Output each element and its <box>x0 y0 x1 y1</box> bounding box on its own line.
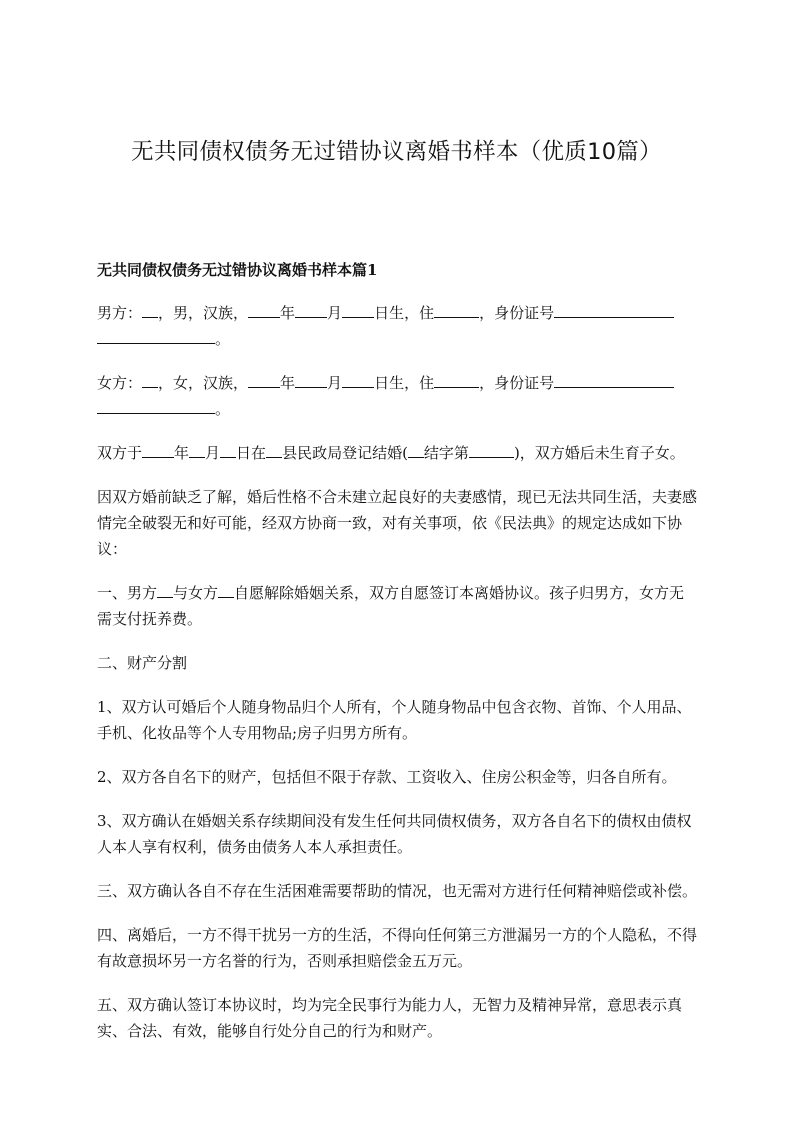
paragraph-clause-5: 五、双方确认签订本协议时，均为完全民事行为能力人，无智力及精神异常，意思表示真实、合法、有效，能够自行处分自己的行为和财产。 <box>97 996 683 1040</box>
text-span: 结字第 <box>423 444 469 462</box>
paragraph-reason: 因双方婚前缺乏了解，婚后性格不合未建立起良好的夫妻感情，现已无法共同生活，夫妻感情完全破裂无和好可能，经双方协商一致，对有关事项，依《民法典》的规定达成如下协议： <box>97 488 698 558</box>
blank-line <box>342 302 374 318</box>
blank-line <box>142 372 158 388</box>
text-span: ，女，汉族， <box>158 374 249 392</box>
blank-line <box>142 442 174 458</box>
document-body <box>97 300 699 1062</box>
paragraph-item-3: 3、双方确认在婚姻关系存续期间没有发生任何共同债权债务，双方各自名下的债权由债权人本人享有权利，债务由债务人本人承担责任。 <box>97 812 692 856</box>
blank-line <box>97 398 215 414</box>
paragraph-wife <box>97 370 699 422</box>
text-span: 男方： <box>97 304 143 322</box>
text-span: )，双方婚后未生育子女。 <box>513 444 685 462</box>
text-span: ，身份证号 <box>479 304 555 322</box>
text-span: 日生，住 <box>374 374 435 392</box>
text-span: 一、男方 <box>97 584 158 602</box>
text-span: ，身份证号 <box>479 374 555 392</box>
paragraph-clause-1 <box>97 580 699 632</box>
blank-line <box>142 302 158 318</box>
blank-line <box>218 582 234 598</box>
blank-line <box>554 372 674 388</box>
blank-line <box>248 372 280 388</box>
blank-line <box>342 372 374 388</box>
blank-line <box>469 442 514 458</box>
text-span: 日生，住 <box>374 304 435 322</box>
text-span: 月 <box>327 374 343 392</box>
text-span: 月 <box>205 444 221 462</box>
paragraph-husband <box>97 300 699 352</box>
text-span: 。 <box>215 330 231 348</box>
blank-line <box>554 302 674 318</box>
blank-line <box>266 442 282 458</box>
paragraph-clause-2-heading: 二、财产分割 <box>97 654 188 672</box>
text-span: 年 <box>280 304 296 322</box>
blank-line <box>248 302 280 318</box>
text-span: 日在 <box>236 444 267 462</box>
blank-line <box>157 582 173 598</box>
paragraph-clause-3: 三、双方确认各自不存在生活困难需要帮助的情况，也无需对方进行任何精神赔偿或补偿。 <box>97 882 698 900</box>
blank-line <box>295 302 327 318</box>
document-title: 无共同债权债务无过错协议离婚书样本（优质10篇） <box>131 139 662 165</box>
blank-line <box>220 442 236 458</box>
section-title: 无共同债权债务无过错协议离婚书样本篇1 <box>97 261 378 279</box>
text-span: 县民政局登记结婚( <box>282 444 408 462</box>
blank-line <box>434 302 479 318</box>
text-span: 自愿解除婚姻关系，双方自愿签订本离婚协议。孩子归男方，女方无需支付抚养费。 <box>97 584 685 628</box>
text-span: 年 <box>174 444 190 462</box>
paragraph-item-1: 1、双方认可婚后个人随身物品归个人所有，个人随身物品中包含衣物、首饰、个人用品、手机、化妆品等个人专用物品;房子归男方所有。 <box>97 698 692 742</box>
blank-line <box>434 372 479 388</box>
text-span: 年 <box>280 374 296 392</box>
paragraph-clause-4: 四、离婚后，一方不得干扰另一方的生活，不得向任何第三方泄漏另一方的个人隐私，不得有故意损坏另一方名誉的行为，否则承担赔偿金五万元。 <box>97 926 698 970</box>
text-span: ，男，汉族， <box>158 304 249 322</box>
paragraph-marriage-registration <box>97 440 699 466</box>
blank-line <box>295 372 327 388</box>
text-span: 。 <box>215 400 231 418</box>
blank-line <box>97 328 215 344</box>
text-span: 女方： <box>97 374 143 392</box>
blank-line <box>408 442 424 458</box>
blank-line <box>189 442 205 458</box>
text-span: 双方于 <box>97 444 143 462</box>
text-span: 月 <box>327 304 343 322</box>
text-span: 与女方 <box>173 584 219 602</box>
paragraph-item-2: 2、双方各自名下的财产，包括但不限于存款、工资收入、住房公积金等，归各自所有。 <box>97 768 677 786</box>
